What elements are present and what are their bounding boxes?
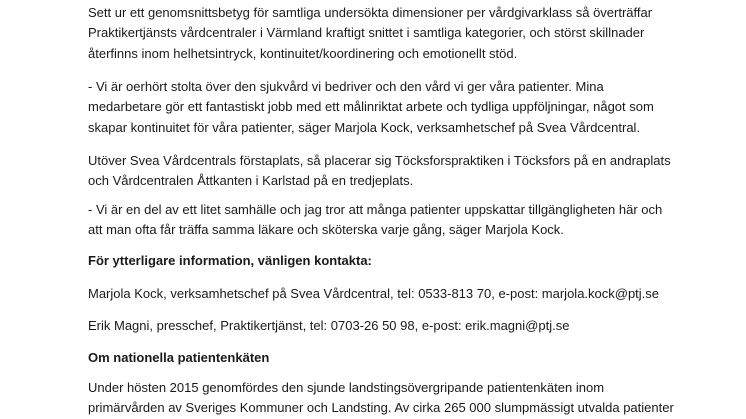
text-line: Sett ur ett genomsnittsbetyg för samtliga undersökta dimensioner per vårdgivarklass så överträffar: [88, 5, 653, 20]
text-line: skapar kontinuitet för våra patienter, säger Marjola Kock, verksamhetschef på Svea Vårdcentral.: [88, 119, 641, 135]
text-line: medarbetare gör ett fantastiskt jobb med ett målinriktat arbete och tydliga uppföljningar, något som: [88, 99, 654, 115]
paragraph-rankings: [88, 151, 671, 192]
text-line: - Vi är oerhört stolta över den sjukvård vi bedriver och den vård vi ger våra patienter. Mina: [88, 79, 604, 94]
paragraph-quote-pride: [88, 77, 654, 138]
text-line: primärvården av Sveriges Kommuner och Landsting. Av cirka 265 000 slumpmässigt utvalda patienter: [88, 400, 674, 416]
paragraph-average-rating: [88, 3, 652, 64]
paragraph-about-survey: [88, 378, 674, 419]
text-line: - Vi är en del av ett litet samhälle och jag tror att många patienter uppskattar tillgängligheten här och: [88, 202, 663, 217]
text-line: Utöver Svea Vårdcentrals förstaplats, så placerar sig Töcksforspraktiken i Töcksfors på en andraplats: [88, 153, 671, 168]
text-line: och Vårdcentralen Åttkanten i Karlstad på en tredjeplats.: [88, 173, 414, 189]
paragraph-quote-community: [88, 200, 662, 241]
text-line: att man ofta får träffa samma läkare och sköterska varje gång, säger Marjola Kock.: [88, 222, 564, 238]
contact-marjola-kock: Marjola Kock, verksamhetschef på Svea Vårdcentral, tel: 0533-813 70, e-post: marjola.kock@ptj.se: [88, 286, 660, 301]
about-heading: Om nationella patientenkäten: [88, 350, 270, 365]
contact-erik-magni: Erik Magni, presschef, Praktikertjänst, tel: 0703-26 50 98, e-post: erik.magni@ptj.se: [88, 318, 570, 333]
text-line: Praktikertjänsts vårdcentraler i Värmland kraftigt snittet i samtliga kategorier, och störst skillnader: [88, 25, 645, 41]
text-line: återfinns inom helhetsintryck, kontinuitet/koordinering och emotionellt stöd.: [88, 45, 518, 61]
text-line: Under hösten 2015 genomfördes den sjunde landstingsövergripande patientenkäten inom: [88, 380, 605, 395]
contact-heading: För ytterligare information, vänligen kontakta:: [88, 253, 372, 268]
